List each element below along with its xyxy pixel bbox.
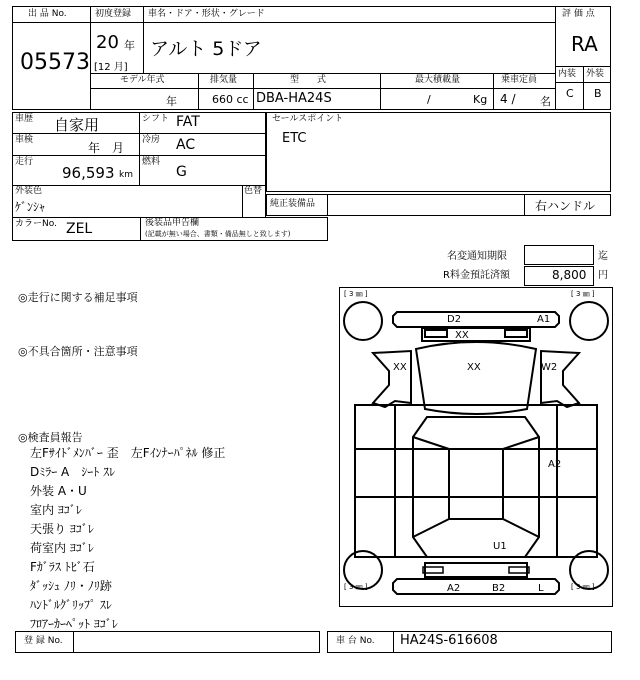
inspector-item: Dﾐﾗｰ A ｼｰﾄ ｽﾚ: [30, 465, 116, 479]
lot-no-label: 出 品 No.: [28, 9, 67, 19]
inspector-item: 荷室内 ﾖｺﾞﾚ: [30, 541, 94, 555]
mark-xx-hood: XX: [467, 362, 481, 373]
repaint-label: 色替: [244, 186, 263, 196]
name-change-box: [524, 245, 594, 265]
mark-a2-right: A2: [548, 459, 562, 470]
driving-notes-label: ◎走行に関する補足事項: [18, 291, 138, 304]
inspector-item: 室内 ﾖｺﾞﾚ: [30, 503, 82, 517]
sales-point: ETC: [282, 131, 307, 146]
fuel: G: [176, 164, 187, 180]
capacity-unit: 名: [540, 95, 551, 108]
car-name-label: 車名・ドア・形状・グレード: [148, 9, 265, 19]
inspector-item: ﾌﾛｱｰｶｰﾍﾟｯﾄ ﾖｺﾞﾚ: [30, 617, 118, 631]
name-change-unit: 迄: [598, 251, 608, 262]
rating: RA: [571, 32, 598, 56]
mileage-unit: km: [119, 170, 133, 180]
model-type: DBA-HA24S: [256, 91, 332, 106]
lot-no: 05573: [20, 50, 90, 75]
mileage-label: 走行: [15, 157, 34, 167]
inspector-item: Fｶﾞﾗｽ ﾄﾋﾞ石: [30, 560, 95, 574]
aircon-label: 冷房: [142, 135, 161, 145]
tire-front-left-icon: [344, 302, 382, 340]
interior-grade: C: [566, 87, 574, 100]
mark-l: L: [538, 583, 544, 594]
first-reg-label: 初度登録: [95, 9, 132, 19]
inspector-item: ﾀﾞｯｼｭ ﾉﾘ・ﾉﾘ跡: [30, 579, 112, 593]
first-reg-year-unit: 年: [124, 39, 135, 52]
type-label: 型 式: [290, 75, 327, 85]
mark-w2: W2: [541, 362, 558, 373]
mileage: 96,593: [62, 164, 115, 182]
tire-front-right-icon: [570, 302, 608, 340]
inspector-label: ◎検査員報告: [18, 431, 83, 444]
inspection: 年 月: [88, 141, 125, 155]
mark-xx-grille: XX: [455, 330, 469, 341]
defects-label: ◎不具合箇所・注意事項: [18, 345, 138, 358]
first-reg-month: [12 月]: [94, 62, 128, 73]
model-year-label: モデル年式: [120, 75, 165, 85]
inspector-item: ﾊﾝﾄﾞﾙｸﾞﾘｯﾌﾟ ｽﾚ: [30, 598, 112, 612]
fuel-label: 燃料: [142, 157, 161, 167]
tire-rear-left-tread: [ 3 ㎜ ]: [344, 583, 368, 591]
displacement-label: 排気量: [210, 75, 238, 85]
color-no-label: カラーNo.: [15, 219, 57, 229]
sales-point-label: セールスポイント: [272, 114, 344, 124]
exterior-grade: B: [594, 87, 602, 100]
shift: FAT: [176, 114, 200, 130]
usage-label: 車歴: [15, 114, 34, 124]
exterior-label: 外装: [586, 69, 605, 79]
steering: 右ハンドル: [535, 199, 596, 213]
recycle-value: 8,800: [552, 268, 587, 282]
name-change-label: 名変通知期限: [447, 251, 507, 262]
inspection-label: 車検: [15, 135, 34, 145]
reg-no-label: 登 録 No.: [24, 636, 63, 646]
interior-label: 内装: [558, 69, 577, 79]
mark-d2: D2: [447, 314, 462, 325]
mark-b2: B2: [492, 583, 506, 594]
usage: 自家用: [54, 116, 100, 134]
capacity: 4 /: [500, 92, 516, 106]
capacity-label: 乗車定員: [501, 75, 538, 85]
car-name: アルト 5ドア: [150, 38, 262, 60]
aftermarket-note: (記載が無い場合、書類・備品無しと致します): [145, 230, 291, 238]
tire-rear-right-tread: [ 3 ㎜ ]: [571, 583, 595, 591]
aircon: AC: [176, 137, 196, 153]
inspector-item: 天張り ﾖｺﾞﾚ: [30, 522, 94, 536]
inspector-item: 左Fｻｲﾄﾞﾒﾝﾊﾞｰ 歪 左Fｲﾝﾅｰﾊﾟﾈﾙ 修正: [30, 446, 226, 460]
mark-a2-rear: A2: [447, 583, 461, 594]
max-load-label: 最大積載量: [415, 75, 461, 85]
damage-diagram: [339, 287, 613, 607]
recycle-label: R料金預託済額: [443, 270, 510, 281]
max-load-unit: Kg: [473, 93, 488, 106]
color-no: ZEL: [66, 221, 93, 237]
shift-label: シフト: [142, 114, 170, 124]
exterior-color-box: [12, 185, 266, 218]
max-load: /: [427, 93, 431, 106]
aftermarket-label: 後装品申告欄: [145, 218, 200, 228]
mark-u1: U1: [493, 541, 507, 552]
chassis-no: HA24S-616608: [400, 633, 498, 648]
rating-label: 評 価 点: [562, 9, 595, 19]
tire-front-right-tread: [ 3 ㎜ ]: [571, 290, 595, 298]
mark-xx-left-fender: XX: [393, 362, 407, 373]
recycle-unit: 円: [598, 270, 608, 281]
first-reg-year: 20: [96, 32, 119, 53]
exterior-color: ｹﾞﾝｼｬ: [15, 200, 46, 214]
tire-front-left-tread: [ 3 ㎜ ]: [344, 290, 368, 298]
model-year-unit: 年: [166, 95, 177, 108]
chassis-label: 車 台 No.: [336, 636, 375, 646]
mark-a1: A1: [537, 314, 551, 325]
displacement: 660 cc: [212, 93, 249, 106]
inspector-item: 外装 A・U: [30, 484, 87, 498]
factory-options-label: 純正装備品: [270, 199, 316, 209]
exterior-color-label: 外装色: [15, 186, 43, 196]
